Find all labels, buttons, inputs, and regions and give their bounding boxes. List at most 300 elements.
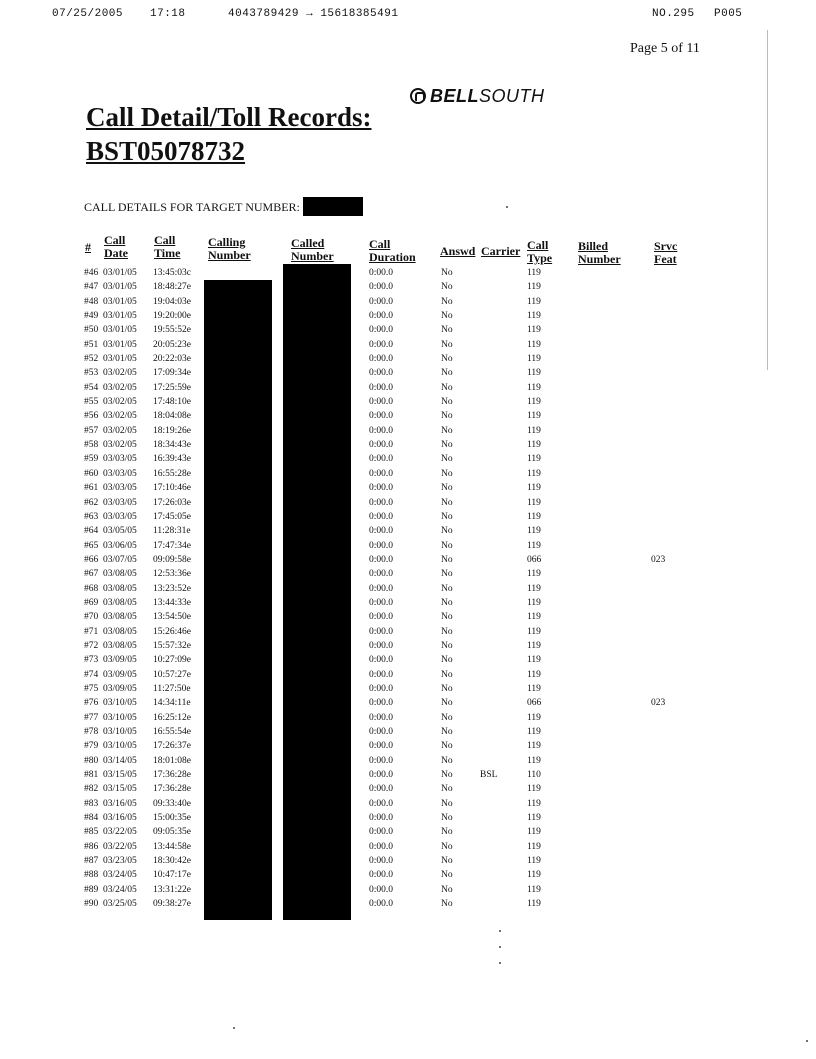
- row-date: 03/02/05: [103, 397, 137, 408]
- row-answered: No: [441, 411, 453, 422]
- row-date: 03/09/05: [103, 669, 137, 680]
- row-seq: #66: [84, 554, 99, 565]
- row-time: 09:33:40e: [153, 798, 191, 809]
- table-row: [0, 682, 816, 696]
- row-date: 03/09/05: [103, 683, 137, 694]
- row-date: 03/22/05: [103, 841, 137, 852]
- table-row: [0, 897, 816, 911]
- row-date: 03/10/05: [103, 741, 137, 752]
- row-answered: No: [441, 784, 453, 795]
- title-line-1: Call Detail/Toll Records:: [86, 102, 372, 132]
- table-row: [0, 596, 816, 610]
- row-duration: 0:00.0: [369, 727, 394, 737]
- table-row: [0, 854, 816, 868]
- table-row: [0, 782, 816, 796]
- row-time: 17:09:34e: [153, 368, 191, 379]
- row-type: 119: [527, 899, 541, 910]
- row-type: 119: [527, 856, 541, 867]
- table-row: [0, 338, 816, 352]
- row-seq: #76: [84, 698, 99, 709]
- row-duration: 0:00.0: [369, 540, 394, 551]
- row-answered: No: [441, 827, 453, 838]
- row-answered: No: [441, 612, 453, 623]
- row-answered: No: [441, 841, 453, 852]
- row-carrier: BSL: [480, 770, 498, 781]
- row-type: 119: [527, 497, 541, 508]
- row-time: 10:27:09e: [153, 655, 191, 666]
- row-duration: 0:00.0: [369, 640, 394, 651]
- target-number-line: [84, 197, 363, 216]
- row-answered: No: [441, 798, 453, 809]
- table-row: [0, 840, 816, 854]
- row-type: 066: [527, 698, 542, 709]
- row-duration: 0:00.0: [369, 583, 394, 594]
- row-time: 18:30:42e: [153, 856, 191, 867]
- table-row: [0, 323, 816, 337]
- row-time: 16:25:12e: [153, 712, 191, 723]
- row-seq: #68: [84, 583, 99, 594]
- row-time: 13:44:58e: [153, 841, 191, 852]
- table-row: [0, 711, 816, 725]
- row-answered: No: [441, 282, 453, 293]
- row-seq: #75: [84, 683, 99, 694]
- row-duration: 0:00.0: [369, 712, 394, 723]
- row-type: 119: [527, 411, 541, 422]
- row-type: 119: [527, 727, 541, 737]
- table-row: [0, 539, 816, 553]
- row-time: 13:23:52e: [153, 583, 191, 594]
- row-type: 119: [527, 813, 541, 824]
- row-seq: #52: [84, 354, 99, 365]
- row-duration: 0:00.0: [369, 368, 394, 379]
- row-type: 119: [527, 884, 541, 895]
- row-date: 03/08/05: [103, 612, 137, 623]
- row-date: 03/16/05: [103, 798, 137, 809]
- row-date: 03/08/05: [103, 569, 137, 580]
- redacted-target-number: [303, 197, 363, 216]
- row-answered: No: [441, 339, 453, 350]
- row-seq: #82: [84, 784, 99, 795]
- table-row: [0, 366, 816, 380]
- row-time: 13:54:50e: [153, 612, 191, 623]
- row-answered: No: [441, 454, 453, 465]
- row-duration: 0:00.0: [369, 526, 394, 537]
- row-seq: #53: [84, 368, 99, 379]
- row-type: 066: [527, 554, 542, 565]
- row-answered: No: [441, 311, 453, 322]
- table-row: [0, 582, 816, 596]
- bell-logo-icon: [410, 88, 426, 104]
- row-time: 09:09:58e: [153, 554, 191, 565]
- row-answered: No: [441, 597, 453, 608]
- row-answered: No: [441, 483, 453, 494]
- row-type: 119: [527, 425, 541, 436]
- row-duration: 0:00.0: [369, 440, 394, 451]
- row-duration: 0:00.0: [369, 870, 394, 881]
- scan-speck: [499, 930, 501, 932]
- row-seq: #88: [84, 870, 99, 881]
- row-answered: No: [441, 899, 453, 910]
- row-date: 03/24/05: [103, 884, 137, 895]
- row-date: 03/08/05: [103, 626, 137, 637]
- row-duration: 0:00.0: [369, 382, 394, 393]
- row-date: 03/16/05: [103, 813, 137, 824]
- col-seq: #: [85, 240, 91, 254]
- row-date: 03/03/05: [103, 468, 137, 479]
- table-row: [0, 409, 816, 423]
- logo-text-rest: SOUTH: [479, 86, 545, 106]
- row-date: 03/01/05: [103, 354, 137, 365]
- row-answered: No: [441, 526, 453, 537]
- row-type: 119: [527, 339, 541, 350]
- row-answered: No: [441, 397, 453, 408]
- row-time: 17:48:10e: [153, 397, 191, 408]
- table-row: [0, 696, 816, 710]
- row-time: 12:53:36e: [153, 569, 191, 580]
- row-duration: 0:00.0: [369, 755, 394, 766]
- row-answered: No: [441, 683, 453, 694]
- row-answered: No: [441, 741, 453, 752]
- row-seq: #62: [84, 497, 99, 508]
- fax-number: NO.295: [652, 8, 695, 20]
- row-answered: No: [441, 382, 453, 393]
- row-seq: #70: [84, 612, 99, 623]
- row-time: 18:19:26e: [153, 425, 191, 436]
- table-row: [0, 668, 816, 682]
- col-billed-number: Billed Number: [578, 239, 621, 266]
- row-type: 119: [527, 655, 541, 666]
- row-answered: No: [441, 354, 453, 365]
- row-type: 119: [527, 454, 541, 465]
- row-answered: No: [441, 856, 453, 867]
- table-row: [0, 725, 816, 739]
- row-type: 119: [527, 612, 541, 623]
- row-time: 20:22:03e: [153, 354, 191, 365]
- row-seq: #54: [84, 382, 99, 393]
- row-answered: No: [441, 325, 453, 336]
- row-seq: #71: [84, 626, 99, 637]
- row-time: 09:05:35e: [153, 827, 191, 838]
- row-time: 17:45:05e: [153, 511, 191, 522]
- fax-time: 17:18: [150, 8, 186, 20]
- row-duration: 0:00.0: [369, 827, 394, 838]
- row-date: 03/05/05: [103, 526, 137, 537]
- row-duration: 0:00.0: [369, 325, 394, 336]
- row-type: 119: [527, 483, 541, 494]
- row-type: 119: [527, 311, 541, 322]
- row-seq: #83: [84, 798, 99, 809]
- table-row: [0, 883, 816, 897]
- row-duration: 0:00.0: [369, 741, 394, 752]
- col-call-time: Call Time: [154, 233, 181, 260]
- col-call-type: Call Type: [527, 238, 553, 265]
- row-time: 17:26:37e: [153, 741, 191, 752]
- row-type: 119: [527, 540, 541, 551]
- row-duration: 0:00.0: [369, 669, 394, 680]
- row-date: 03/15/05: [103, 770, 137, 781]
- row-time: 18:04:08e: [153, 411, 191, 422]
- row-type: 119: [527, 325, 541, 336]
- row-time: 13:31:22e: [153, 884, 191, 895]
- table-row: [0, 424, 816, 438]
- row-date: 03/10/05: [103, 727, 137, 737]
- table-row: [0, 825, 816, 839]
- row-duration: 0:00.0: [369, 411, 394, 422]
- row-seq: #65: [84, 540, 99, 551]
- row-date: 03/01/05: [103, 325, 137, 336]
- row-duration: 0:00.0: [369, 268, 394, 278]
- row-date: 03/08/05: [103, 597, 137, 608]
- row-answered: No: [441, 497, 453, 508]
- row-date: 03/03/05: [103, 483, 137, 494]
- row-time: 13:45:03c: [153, 268, 191, 278]
- row-type: 119: [527, 382, 541, 393]
- row-date: 03/03/05: [103, 454, 137, 465]
- row-type: 119: [527, 626, 541, 637]
- row-seq: #47: [84, 282, 99, 293]
- table-row: [0, 868, 816, 882]
- row-time: 18:48:27e: [153, 282, 191, 293]
- row-seq: #69: [84, 597, 99, 608]
- row-type: 119: [527, 282, 541, 293]
- row-duration: 0:00.0: [369, 497, 394, 508]
- row-date: 03/08/05: [103, 640, 137, 651]
- row-seq: #57: [84, 425, 99, 436]
- row-type: 119: [527, 640, 541, 651]
- fax-route: 4043789429 → 15618385491: [228, 8, 399, 20]
- row-duration: 0:00.0: [369, 454, 394, 465]
- table-row: [0, 768, 816, 782]
- fax-page-code: P005: [714, 8, 743, 20]
- row-date: 03/15/05: [103, 784, 137, 795]
- table-row: [0, 639, 816, 653]
- row-type: 119: [527, 368, 541, 379]
- row-time: 20:05:23e: [153, 339, 191, 350]
- row-answered: No: [441, 884, 453, 895]
- row-duration: 0:00.0: [369, 511, 394, 522]
- row-seq: #55: [84, 397, 99, 408]
- row-answered: No: [441, 583, 453, 594]
- title-line-2: BST05078732: [86, 136, 246, 166]
- row-seq: #87: [84, 856, 99, 867]
- row-duration: 0:00.0: [369, 339, 394, 350]
- fax-date: 07/25/2005: [52, 8, 124, 20]
- target-label: CALL DETAILS FOR TARGET NUMBER:: [84, 200, 300, 214]
- row-type: 119: [527, 296, 541, 307]
- table-row: [0, 481, 816, 495]
- row-type: 119: [527, 440, 541, 451]
- row-time: 11:27:50e: [153, 683, 191, 694]
- row-time: 15:00:35e: [153, 813, 191, 824]
- row-date: 03/23/05: [103, 856, 137, 867]
- row-date: 03/09/05: [103, 655, 137, 666]
- row-type: 119: [527, 354, 541, 365]
- row-time: 15:57:32e: [153, 640, 191, 651]
- table-row: [0, 280, 816, 294]
- row-duration: 0:00.0: [369, 655, 394, 666]
- row-seq: #86: [84, 841, 99, 852]
- row-seq: #85: [84, 827, 99, 838]
- row-seq: #63: [84, 511, 99, 522]
- table-row: [0, 524, 816, 538]
- row-type: 119: [527, 712, 541, 723]
- row-date: 03/02/05: [103, 382, 137, 393]
- row-type: 119: [527, 583, 541, 594]
- row-type: 119: [527, 683, 541, 694]
- row-seq: #74: [84, 669, 99, 680]
- table-row: [0, 395, 816, 409]
- row-date: 03/25/05: [103, 899, 137, 910]
- row-type: 119: [527, 597, 541, 608]
- row-date: 03/01/05: [103, 339, 137, 350]
- row-duration: 0:00.0: [369, 296, 394, 307]
- row-duration: 0:00.0: [369, 354, 394, 365]
- row-seq: #50: [84, 325, 99, 336]
- row-seq: #59: [84, 454, 99, 465]
- table-row: [0, 754, 816, 768]
- logo-text-bold: BELL: [430, 86, 479, 106]
- row-date: 03/24/05: [103, 870, 137, 881]
- row-seq: #77: [84, 712, 99, 723]
- col-calling-number: Calling Number: [208, 235, 251, 262]
- row-answered: No: [441, 468, 453, 479]
- col-call-duration: Call Duration: [369, 237, 416, 264]
- row-time: 17:36:28e: [153, 784, 191, 795]
- row-time: 16:55:28e: [153, 468, 191, 479]
- row-answered: No: [441, 296, 453, 307]
- col-called-number: Called Number: [291, 236, 334, 263]
- row-type: 119: [527, 798, 541, 809]
- row-seq: #73: [84, 655, 99, 666]
- row-date: 03/07/05: [103, 554, 137, 565]
- row-duration: 0:00.0: [369, 468, 394, 479]
- row-type: 119: [527, 784, 541, 795]
- row-time: 13:44:33e: [153, 597, 191, 608]
- table-row: [0, 739, 816, 753]
- row-seq: #78: [84, 727, 99, 737]
- row-date: 03/14/05: [103, 755, 137, 766]
- row-answered: No: [441, 712, 453, 723]
- row-duration: 0:00.0: [369, 397, 394, 408]
- row-time: 14:34:11e: [153, 698, 191, 709]
- row-answered: No: [441, 569, 453, 580]
- row-duration: 0:00.0: [369, 425, 394, 436]
- row-duration: 0:00.0: [369, 597, 394, 608]
- row-answered: No: [441, 440, 453, 451]
- row-type: 119: [527, 268, 541, 278]
- table-row: [0, 510, 816, 524]
- row-seq: #56: [84, 411, 99, 422]
- row-date: 03/01/05: [103, 268, 137, 278]
- row-time: 16:55:54e: [153, 727, 191, 737]
- row-seq: #90: [84, 899, 99, 910]
- table-row: [0, 452, 816, 466]
- col-call-date: Call Date: [104, 233, 128, 260]
- row-seq: #48: [84, 296, 99, 307]
- scan-speck: [233, 1027, 235, 1029]
- scan-speck: [499, 946, 501, 948]
- row-duration: 0:00.0: [369, 626, 394, 637]
- table-row: [0, 653, 816, 667]
- row-date: 03/01/05: [103, 282, 137, 293]
- row-answered: No: [441, 727, 453, 737]
- row-duration: 0:00.0: [369, 554, 394, 565]
- row-type: 110: [527, 770, 541, 781]
- col-carrier: Carrier: [481, 244, 521, 258]
- row-duration: 0:00.0: [369, 856, 394, 867]
- row-date: 03/02/05: [103, 411, 137, 422]
- table-row: [0, 438, 816, 452]
- row-time: 17:10:46e: [153, 483, 191, 494]
- table-row: [0, 811, 816, 825]
- row-date: 03/02/05: [103, 425, 137, 436]
- row-type: 119: [527, 741, 541, 752]
- bellsouth-logo: [410, 86, 545, 107]
- table-row: [0, 610, 816, 624]
- row-seq: #84: [84, 813, 99, 824]
- document-title: [86, 100, 371, 168]
- row-date: 03/01/05: [103, 296, 137, 307]
- row-duration: 0:00.0: [369, 784, 394, 795]
- row-answered: No: [441, 813, 453, 824]
- row-type: 119: [527, 870, 541, 881]
- row-type: 119: [527, 468, 541, 479]
- row-seq: #61: [84, 483, 99, 494]
- row-feat: 023: [651, 698, 666, 709]
- table-row: [0, 266, 816, 280]
- row-duration: 0:00.0: [369, 770, 394, 781]
- row-answered: No: [441, 540, 453, 551]
- row-duration: 0:00.0: [369, 813, 394, 824]
- row-duration: 0:00.0: [369, 899, 394, 910]
- row-answered: No: [441, 626, 453, 637]
- row-answered: No: [441, 554, 453, 565]
- table-row: [0, 467, 816, 481]
- row-date: 03/02/05: [103, 440, 137, 451]
- row-answered: No: [441, 870, 453, 881]
- row-answered: No: [441, 425, 453, 436]
- table-row: [0, 352, 816, 366]
- row-seq: #46: [84, 268, 99, 278]
- row-seq: #80: [84, 755, 99, 766]
- row-duration: 0:00.0: [369, 698, 394, 709]
- row-time: 16:39:43e: [153, 454, 191, 465]
- row-seq: #60: [84, 468, 99, 479]
- call-records-table: [0, 266, 816, 911]
- row-answered: No: [441, 640, 453, 651]
- scan-speck: [806, 1040, 808, 1042]
- col-answered: Answd: [440, 244, 476, 258]
- row-date: 03/03/05: [103, 497, 137, 508]
- row-time: 18:01:08e: [153, 755, 191, 766]
- row-duration: 0:00.0: [369, 612, 394, 623]
- fax-header: [0, 8, 816, 24]
- row-type: 119: [527, 569, 541, 580]
- row-duration: 0:00.0: [369, 282, 394, 293]
- row-time: 10:47:17e: [153, 870, 191, 881]
- row-answered: No: [441, 655, 453, 666]
- row-seq: #79: [84, 741, 99, 752]
- row-time: 18:34:43e: [153, 440, 191, 451]
- page-indicator: Page 5 of 11: [630, 41, 700, 56]
- row-time: 19:20:00e: [153, 311, 191, 322]
- row-duration: 0:00.0: [369, 841, 394, 852]
- row-seq: #49: [84, 311, 99, 322]
- row-seq: #58: [84, 440, 99, 451]
- row-feat: 023: [651, 554, 666, 565]
- row-answered: No: [441, 669, 453, 680]
- row-time: 17:36:28e: [153, 770, 191, 781]
